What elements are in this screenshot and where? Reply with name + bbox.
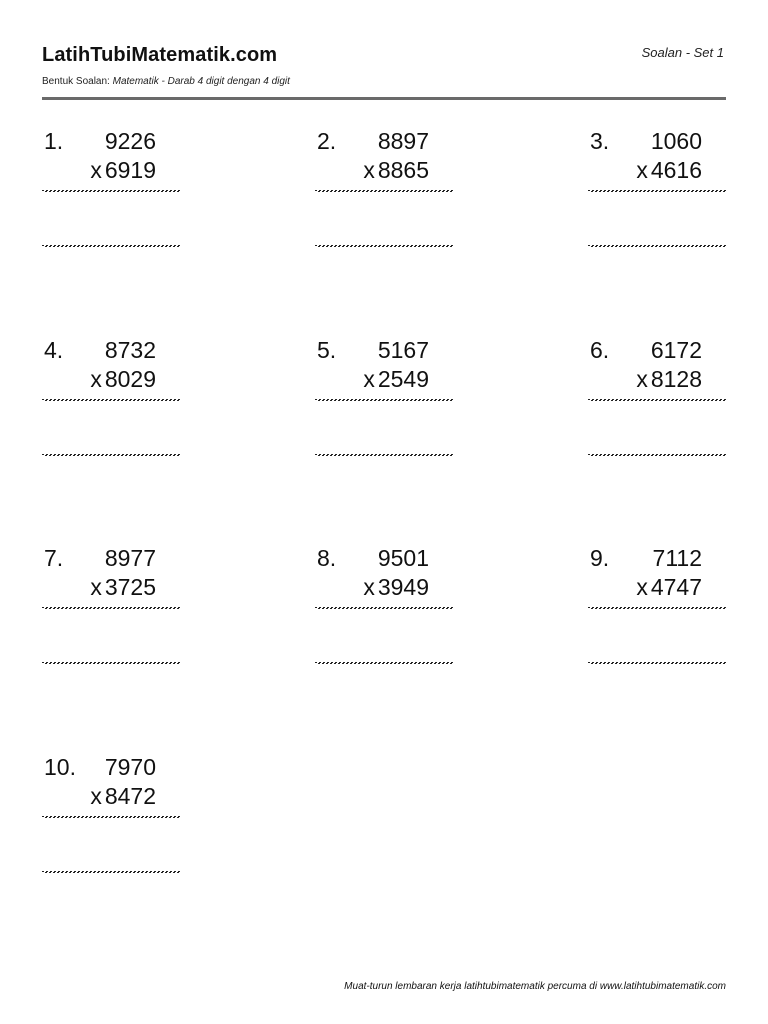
answer-line [588,189,726,193]
answer-line [588,606,726,610]
problem-number: 2. [317,128,337,154]
problem-3 [588,127,728,267]
multiply-sign: x [363,157,375,183]
problem-number: 10. [44,754,76,780]
answer-line [315,244,453,248]
problem-6 [588,336,728,476]
problem-1 [42,127,182,267]
worksheet-subtitle [42,76,290,87]
answer-line [588,244,726,248]
multiplicand: 8732 [104,337,156,363]
problem-9 [588,544,728,684]
multiply-sign: x [636,157,648,183]
multiplier-line [636,365,702,393]
multiplier: 2549 [377,366,429,392]
multiply-sign: x [90,574,102,600]
multiply-sign: x [363,574,375,600]
answer-line [42,661,180,665]
problem-number: 8. [317,545,337,571]
answer-line [315,453,453,457]
multiplicand: 7970 [104,754,156,780]
header-divider [42,97,726,100]
multiply-sign: x [636,574,648,600]
multiply-sign: x [636,366,648,392]
problem-7 [42,544,182,684]
footer-note: Muat-turun lembaran kerja latihtubimatematik percuma di www.latihtubimatematik.com [344,981,726,992]
multiplier-line [363,156,429,184]
answer-line [42,870,180,874]
multiplier-line [636,156,702,184]
problem-number: 6. [590,337,610,363]
multiplier: 4616 [650,157,702,183]
multiply-sign: x [90,366,102,392]
answer-line [315,661,453,665]
multiplier-line [90,573,156,601]
multiplicand: 5167 [377,337,429,363]
multiplier: 8128 [650,366,702,392]
multiplier-line [90,782,156,810]
multiplicand: 8977 [104,545,156,571]
multiplier-line [363,573,429,601]
problem-number: 5. [317,337,337,363]
multiplier: 3725 [104,574,156,600]
multiplier: 8029 [104,366,156,392]
multiplier: 8865 [377,157,429,183]
multiplicand: 9226 [104,128,156,154]
subtitle-prefix: Bentuk Soalan: [42,76,110,87]
answer-line [588,453,726,457]
multiplicand: 8897 [377,128,429,154]
answer-line [588,398,726,402]
multiplier-line [90,156,156,184]
answer-line [315,398,453,402]
multiplier-line [363,365,429,393]
multiplier-line [90,365,156,393]
multiplier: 8472 [104,783,156,809]
problem-number: 4. [44,337,64,363]
problem-2 [315,127,455,267]
site-title: LatihTubiMatematik.com [42,44,278,66]
answer-line [42,244,180,248]
multiplier: 4747 [650,574,702,600]
multiply-sign: x [90,783,102,809]
multiplicand: 1060 [650,128,702,154]
answer-line [315,606,453,610]
problem-number: 7. [44,545,64,571]
answer-line [42,815,180,819]
answer-line [42,398,180,402]
multiplicand: 7112 [652,545,702,571]
answer-line [315,189,453,193]
problem-5 [315,336,455,476]
multiplier: 6919 [104,157,156,183]
multiply-sign: x [363,366,375,392]
answer-line [42,189,180,193]
set-label: Soalan - Set 1 [641,45,724,60]
multiplicand: 6172 [650,337,702,363]
problem-number: 3. [590,128,610,154]
problem-number: 9. [590,545,610,571]
multiplier: 3949 [377,574,429,600]
multiplier-line [636,573,702,601]
problem-4 [42,336,182,476]
answer-line [42,606,180,610]
problem-8 [315,544,455,684]
answer-line [42,453,180,457]
problem-10 [42,753,182,893]
problem-number: 1. [44,128,64,154]
multiplicand: 9501 [377,545,429,571]
subtitle-topic: Matematik - Darab 4 digit dengan 4 digit [112,76,290,87]
multiply-sign: x [90,157,102,183]
answer-line [588,661,726,665]
